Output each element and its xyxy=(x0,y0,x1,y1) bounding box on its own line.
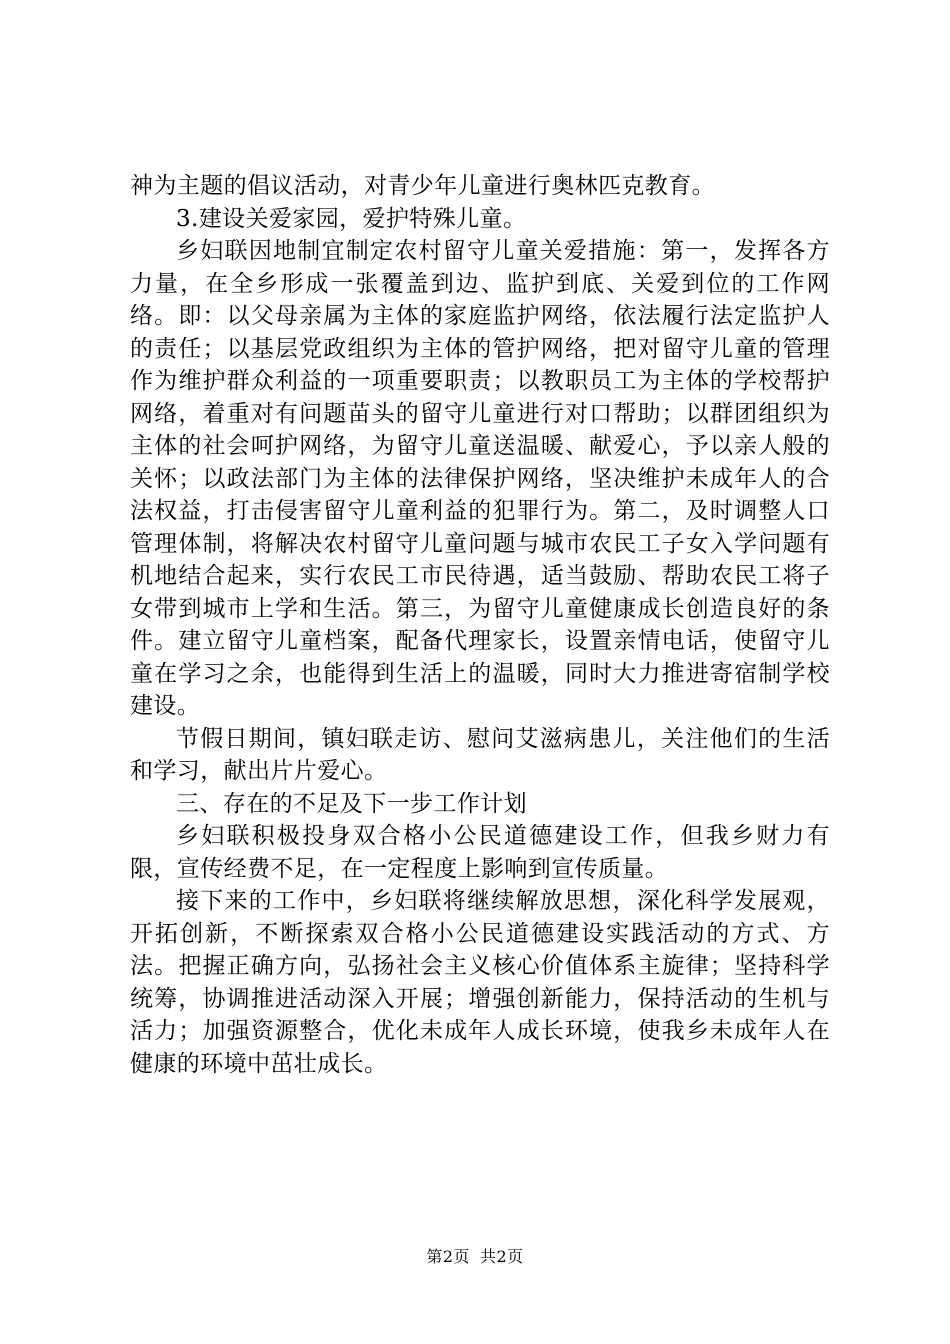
page-footer xyxy=(0,1244,950,1267)
paragraph-7: 接下来的工作中，乡妇联将继续解放思想，深化科学发展观，开拓创新，不断探索双合格小公民道德建设实践活动的方式、方法。把握正确方向，弘扬社会主义核心价值体系主旋律；坚持科学统筹，协调推进活动深入开展；增强创新能力，保持活动的生机与活力；加强资源整合，优化未成年人成长环境，使我乡未成年人在健康的环境中茁壮成长。 xyxy=(130,888,830,1077)
paragraph-4: 节假日期间，镇妇联走访、慰问艾滋病患儿，关注他们的生活和学习，献出片片爱心。 xyxy=(130,725,830,784)
paragraph-2-heading: 3.建设关爱家园，爱护特殊儿童。 xyxy=(176,205,527,232)
section-heading: 三、存在的不足及下一步工作计划 xyxy=(176,790,527,817)
page-number: 第2页 xyxy=(426,1247,470,1266)
paragraph-3: 乡妇联因地制宜制定农村留守儿童关爱措施：第一，发挥各方力量，在全乡形成一张覆盖到边、监护到底、关爱到位的工作网络。即：以父母亲属为主体的家庭监护网络，依法履行法定监护人的责任；以基层党政组织为主体的管护网络，把对留守儿童的管理作为维护群众利益的一项重要职责；以教职员工为主体的学校帮护网络，着重对有问题苗头的留守儿童进行对口帮助；以群团组织为主体的社会呵护网络，为留守儿童送温暖、献爱心，予以亲人般的关怀；以政法部门为主体的法律保护网络，坚决维护未成年人的合法权益，打击侵害留守儿童利益的犯罪行为。第二，及时调整人口管理体制，将解决农村留守儿童问题与城市农民工子女入学问题有机地结合起来，实行农民工市民待遇，适当鼓励、帮助农民工将子女带到城市上学和生活。第三，为留守儿童健康成长创造良好的条件。建立留守儿童档案，配备代理家长，设置亲情电话，使留守儿童在学习之余，也能得到生活上的温暖，同时大力推进寄宿制学校建设。 xyxy=(130,238,830,719)
document-body xyxy=(130,170,830,1080)
paragraph-6: 乡妇联积极投身双合格小公民道德建设工作，但我乡财力有限，宣传经费不足，在一定程度上影响到宣传质量。 xyxy=(130,823,830,882)
page-total: 共2页 xyxy=(480,1247,524,1266)
paragraph-1: 神为主题的倡议活动，对青少年儿童进行奥林匹克教育。 xyxy=(130,173,715,199)
